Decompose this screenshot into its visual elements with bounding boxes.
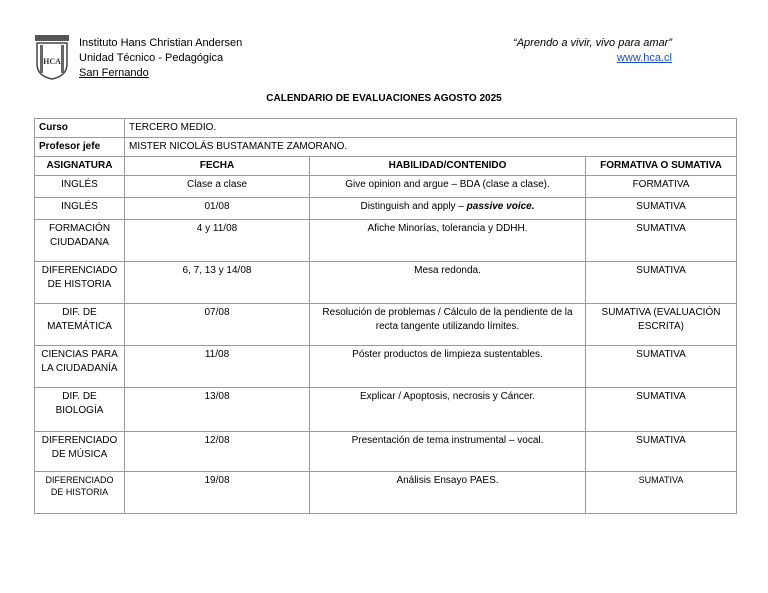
institution-name: Instituto Hans Christian Andersen bbox=[79, 37, 243, 49]
contenido-text: Póster productos de limpieza sustentables. bbox=[352, 349, 543, 360]
contenido-cell bbox=[310, 388, 586, 432]
profesor-value: MISTER NICOLÁS BUSTAMANTE ZAMORANO. bbox=[125, 138, 737, 157]
column-header-fecha: FECHA bbox=[125, 157, 310, 176]
asignatura-cell: DIFERENCIADO DE HISTORIA bbox=[35, 472, 125, 514]
evaluation-calendar-table bbox=[34, 118, 737, 514]
tipo-cell: SUMATIVA bbox=[586, 262, 737, 304]
contenido-cell bbox=[310, 432, 586, 472]
profesor-label: Profesor jefe bbox=[35, 138, 125, 157]
school-logo-icon bbox=[34, 34, 70, 80]
info-row-profesor bbox=[35, 138, 737, 157]
table-row bbox=[35, 346, 737, 388]
column-header-asignatura: ASIGNATURA bbox=[35, 157, 125, 176]
asignatura-cell: CIENCIAS PARA LA CIUDADANÍA bbox=[35, 346, 125, 388]
institution-unit: Unidad Técnico - Pedagógica bbox=[79, 52, 224, 64]
contenido-text: Presentación de tema instrumental – vocal. bbox=[351, 435, 544, 446]
curso-value: TERCERO MEDIO. bbox=[125, 119, 737, 138]
contenido-cell bbox=[310, 262, 586, 304]
fecha-cell: 4 y 11/08 bbox=[125, 220, 310, 262]
table-row bbox=[35, 472, 737, 514]
fecha-cell: Clase a clase bbox=[125, 176, 310, 198]
asignatura-cell: FORMACIÓN CIUDADANA bbox=[35, 220, 125, 262]
asignatura-cell: INGLÉS bbox=[35, 198, 125, 220]
fecha-cell: 6, 7, 13 y 14/08 bbox=[125, 262, 310, 304]
contenido-emphasis: passive voice. bbox=[466, 201, 535, 212]
tipo-cell: SUMATIVA (EVALUACIÓN ESCRITA) bbox=[586, 304, 737, 346]
column-header-tipo: FORMATIVA O SUMATIVA bbox=[586, 157, 737, 176]
tipo-cell: SUMATIVA bbox=[586, 388, 737, 432]
contenido-cell bbox=[310, 346, 586, 388]
asignatura-cell: DIFERENCIADO DE HISTORIA bbox=[35, 262, 125, 304]
logo-text: HCA bbox=[43, 57, 61, 66]
tipo-cell: FORMATIVA bbox=[586, 176, 737, 198]
tipo-cell: SUMATIVA bbox=[586, 346, 737, 388]
fecha-cell: 19/08 bbox=[125, 472, 310, 514]
asignatura-cell: DIFERENCIADO DE MÚSICA bbox=[35, 432, 125, 472]
institution-city-link[interactable]: San Fernando bbox=[79, 67, 149, 79]
school-motto: “Aprendo a vivir, vivo para amar” bbox=[513, 37, 672, 49]
fecha-cell: 11/08 bbox=[125, 346, 310, 388]
fecha-cell: 13/08 bbox=[125, 388, 310, 432]
contenido-text: Mesa redonda. bbox=[414, 265, 481, 276]
contenido-cell bbox=[310, 220, 586, 262]
contenido-cell bbox=[310, 198, 586, 220]
info-row-curso bbox=[35, 119, 737, 138]
table-row bbox=[35, 432, 737, 472]
document-header bbox=[34, 34, 734, 82]
table-row bbox=[35, 176, 737, 198]
contenido-text: Afiche Minorías, tolerancia y DDHH. bbox=[367, 223, 528, 234]
curso-label: Curso bbox=[35, 119, 125, 138]
fecha-cell: 07/08 bbox=[125, 304, 310, 346]
institution-block bbox=[79, 36, 242, 81]
table-row bbox=[35, 220, 737, 262]
fecha-cell: 12/08 bbox=[125, 432, 310, 472]
contenido-text: Explicar / Apoptosis, necrosis y Cáncer. bbox=[359, 391, 536, 402]
table-row bbox=[35, 262, 737, 304]
contenido-cell bbox=[310, 176, 586, 198]
website-link[interactable]: www.hca.cl bbox=[616, 52, 672, 64]
table-row bbox=[35, 388, 737, 432]
asignatura-cell: DIF. DE BIOLOGÍA bbox=[35, 388, 125, 432]
table-row bbox=[35, 198, 737, 220]
contenido-text: Give opinion and argue – BDA (clase a clase). bbox=[345, 179, 550, 190]
tipo-cell: SUMATIVA bbox=[586, 220, 737, 262]
asignatura-cell: INGLÉS bbox=[35, 176, 125, 198]
table-row bbox=[35, 304, 737, 346]
column-header-contenido: HABILIDAD/CONTENIDO bbox=[310, 157, 586, 176]
table-header-row bbox=[35, 157, 737, 176]
contenido-text: Resolución de problemas / Cálculo de la pendiente de la recta tangente utilizando límites. bbox=[322, 307, 573, 332]
contenido-cell bbox=[310, 472, 586, 514]
tipo-cell: SUMATIVA bbox=[586, 472, 737, 514]
tipo-cell: SUMATIVA bbox=[586, 198, 737, 220]
motto-block bbox=[513, 36, 672, 66]
tipo-cell: SUMATIVA bbox=[586, 432, 737, 472]
fecha-cell: 01/08 bbox=[125, 198, 310, 220]
contenido-text: Distinguish and apply – bbox=[360, 201, 464, 212]
asignatura-cell: DIF. DE MATEMÁTICA bbox=[35, 304, 125, 346]
contenido-cell bbox=[310, 304, 586, 346]
document-title: CALENDARIO DE EVALUACIONES AGOSTO 2025 bbox=[266, 93, 502, 104]
contenido-text: Análisis Ensayo PAES. bbox=[396, 475, 499, 486]
